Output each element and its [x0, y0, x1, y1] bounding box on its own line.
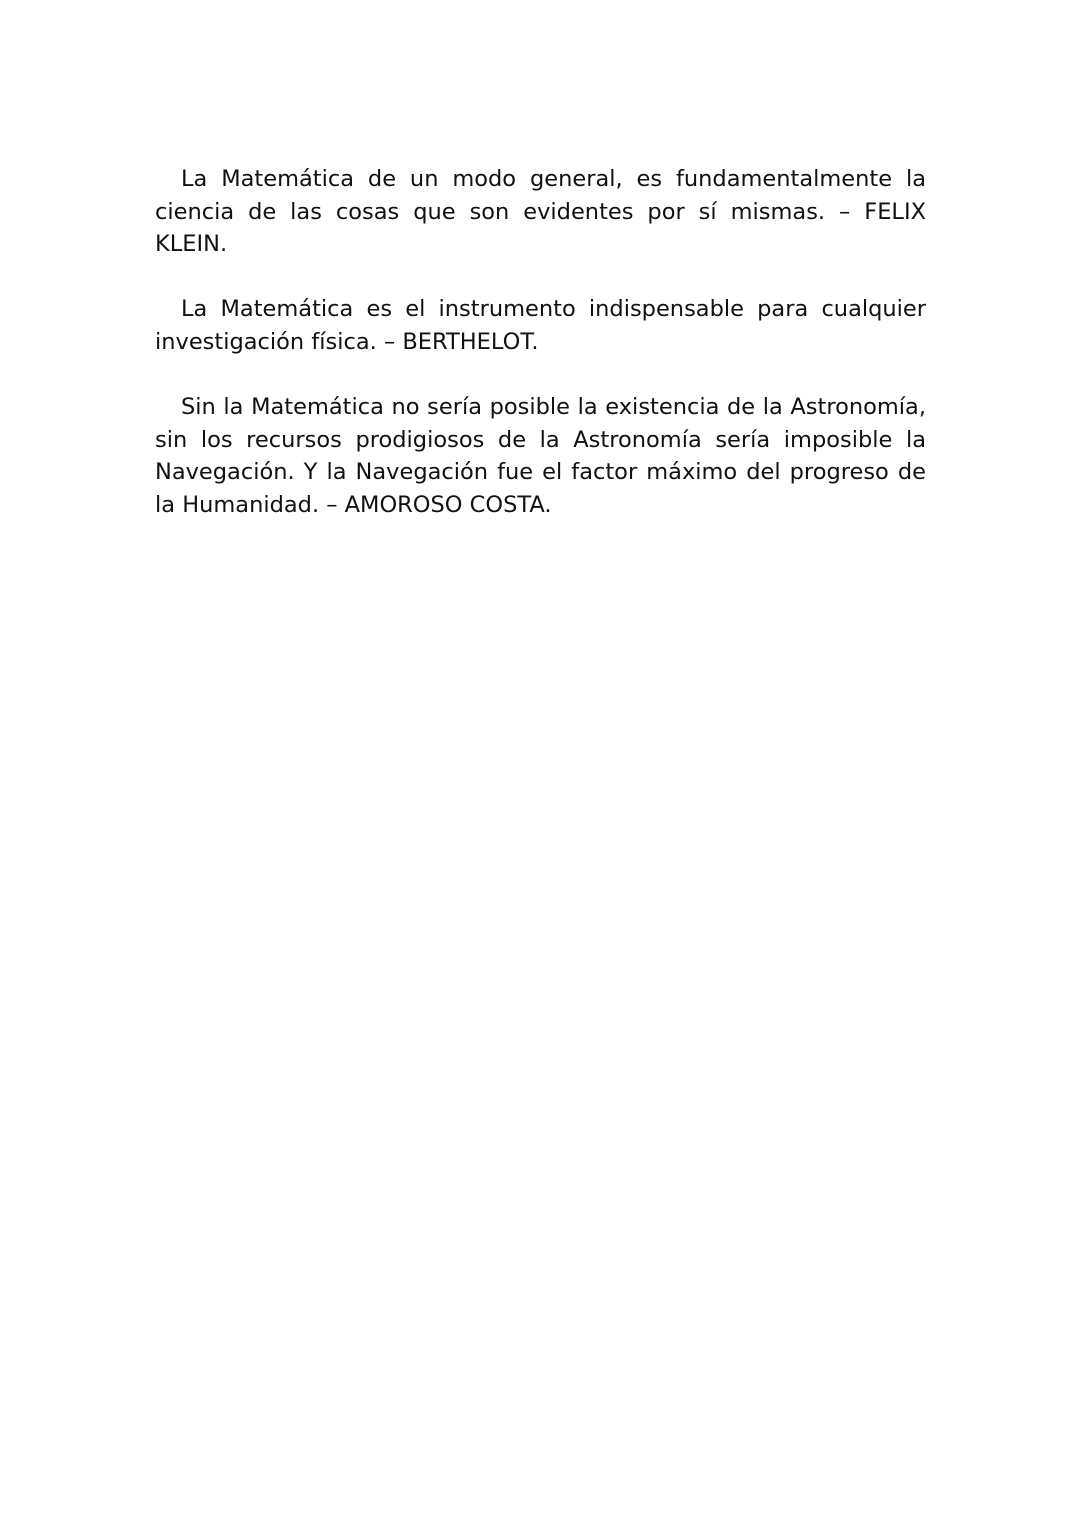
quote-berthelot: La Matemática es el instrumento indispensable para cualquier investigación física. – BERTHELOT.	[155, 296, 926, 355]
quote-amoroso-costa: Sin la Matemática no sería posible la existencia de la Astronomía, sin los recursos prodigiosos de la Astronomía sería imposible la Navegación. Y la Navegación fue el factor máximo del progreso de la Humanidad. – AMOROSO COSTA.	[155, 394, 926, 518]
quotes-body	[155, 163, 926, 554]
quote-felix-klein: La Matemática de un modo general, es fundamentalmente la ciencia de las cosas que son evidentes por sí mismas. – FELIX KLEIN.	[155, 166, 926, 258]
